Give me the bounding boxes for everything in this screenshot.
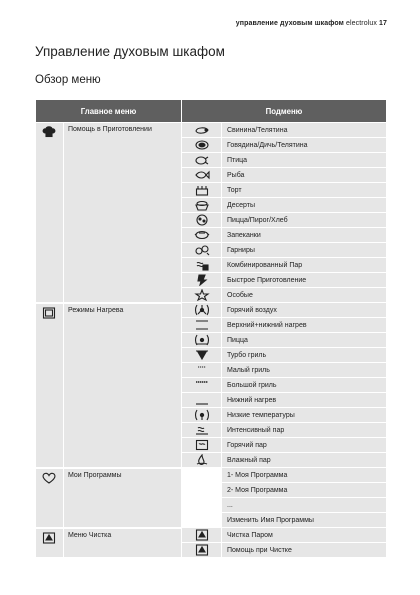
cake-icon	[182, 184, 221, 196]
submenu-label: ...	[222, 498, 387, 513]
submenu-label: Быстрое Приготовление	[222, 273, 387, 288]
main-menu-label: Мои Программы	[64, 468, 182, 528]
submenu-icon-cell	[182, 363, 222, 378]
submenu-icon-cell	[182, 138, 222, 153]
submenu-icon-cell	[182, 453, 222, 468]
submenu-label: Запеканки	[222, 228, 387, 243]
submenu-icon-cell	[182, 393, 222, 408]
submenu-label: Особые	[222, 288, 387, 303]
oven-icon	[41, 307, 57, 319]
submenu-label: Большой гриль	[222, 378, 387, 393]
header-title: управление духовым шкафом	[235, 20, 344, 27]
submenu-icon-cell	[182, 153, 222, 168]
submenu-label: Комбинированный Пар	[222, 258, 387, 273]
submenu-label: Помощь при Чистке	[222, 543, 387, 558]
submenu-label: Рыба	[222, 168, 387, 183]
pizza-icon	[182, 214, 221, 226]
dessert-icon	[182, 199, 221, 211]
submenu-icon-cell	[182, 183, 222, 198]
casserole-icon	[182, 229, 221, 241]
submenu-label: Нижний нагрев	[222, 393, 387, 408]
submenu-icon-cell	[182, 378, 222, 393]
main-menu-label: Помощь в Приготовлении	[64, 123, 182, 303]
table-row	[36, 468, 387, 483]
submenu-icon-cell	[182, 543, 222, 558]
submenu-label: Изменить Имя Программы	[222, 513, 387, 528]
table-row	[36, 303, 387, 318]
hot-air-icon	[182, 304, 221, 316]
submenu-label: Чистка Паром	[222, 528, 387, 543]
side-dish-icon	[182, 244, 221, 256]
submenu-label: Птица	[222, 153, 387, 168]
section-title: Обзор меню	[35, 74, 101, 86]
page-header	[236, 20, 387, 27]
main-menu-label: Режимы Нагрева	[64, 303, 182, 468]
menu-overview-table	[35, 99, 387, 559]
steam-clean-icon	[182, 529, 221, 541]
main-menu-icon-cell	[36, 468, 64, 528]
submenu-icon-cell	[182, 273, 222, 288]
submenu-label: Влажный пар	[222, 453, 387, 468]
submenu-label: Верхний+нижний нагрев	[222, 318, 387, 333]
submenu-icon-cell	[182, 468, 222, 483]
fish-icon	[182, 169, 221, 181]
submenu-icon-cell	[182, 228, 222, 243]
submenu-icon-cell	[182, 288, 222, 303]
beef-icon	[182, 139, 221, 151]
submenu-icon-cell	[182, 303, 222, 318]
turbo-grill-icon	[182, 349, 221, 361]
submenu-icon-cell	[182, 318, 222, 333]
submenu-label: Торт	[222, 183, 387, 198]
pizza-mode-icon	[182, 334, 221, 346]
submenu-icon-cell	[182, 168, 222, 183]
submenu-icon-cell	[182, 198, 222, 213]
submenu-label: Интенсивный пар	[222, 423, 387, 438]
submenu-label: Горячий воздух	[222, 303, 387, 318]
moist-steam-icon	[182, 454, 221, 466]
chef-hat-icon	[41, 126, 57, 138]
hot-steam-icon	[182, 439, 221, 451]
main-menu-icon-cell	[36, 528, 64, 558]
submenu-label: Гарниры	[222, 243, 387, 258]
submenu-label: Пицца/Пирог/Хлеб	[222, 213, 387, 228]
cleaning-icon	[41, 532, 57, 544]
submenu-icon-cell	[182, 498, 222, 513]
quick-cook-icon	[182, 274, 221, 286]
submenu-icon-cell	[182, 333, 222, 348]
table-row	[36, 528, 387, 543]
submenu-icon-cell	[182, 213, 222, 228]
submenu-label: Говядина/Дичь/Телятина	[222, 138, 387, 153]
submenu-label: Свинина/Телятина	[222, 123, 387, 138]
small-grill-icon	[182, 364, 221, 376]
heart-icon	[41, 472, 57, 484]
submenu-icon-cell	[182, 243, 222, 258]
col-header-main-menu: Главное меню	[36, 100, 182, 123]
submenu-label: 2- Моя Программа	[222, 483, 387, 498]
submenu-label: Горячий пар	[222, 438, 387, 453]
submenu-label: 1- Моя Программа	[222, 468, 387, 483]
submenu-label: Десерты	[222, 198, 387, 213]
submenu-label: Малый гриль	[222, 363, 387, 378]
table-row	[36, 123, 387, 138]
submenu-icon-cell	[182, 528, 222, 543]
pork-icon	[182, 124, 221, 136]
submenu-icon-cell	[182, 123, 222, 138]
submenu-icon-cell	[182, 258, 222, 273]
submenu-icon-cell	[182, 348, 222, 363]
submenu-icon-cell	[182, 408, 222, 423]
submenu-icon-cell	[182, 423, 222, 438]
header-brand: electrolux	[345, 20, 377, 27]
combi-steam-icon	[182, 259, 221, 271]
submenu-icon-cell	[182, 483, 222, 498]
poultry-icon	[182, 154, 221, 166]
low-temp-icon	[182, 409, 221, 421]
main-menu-label: Меню Чистка	[64, 528, 182, 558]
submenu-icon-cell	[182, 513, 222, 528]
cleaning-help-icon	[182, 544, 221, 556]
bottom-heat-icon	[182, 394, 221, 406]
main-menu-icon-cell	[36, 123, 64, 303]
submenu-label: Турбо гриль	[222, 348, 387, 363]
intensive-steam-icon	[182, 424, 221, 436]
page-number: 17	[379, 20, 387, 27]
page-title: Управление духовым шкафом	[35, 44, 225, 59]
top-bottom-heat-icon	[182, 319, 221, 331]
main-menu-icon-cell	[36, 303, 64, 468]
submenu-icon-cell	[182, 438, 222, 453]
special-icon	[182, 289, 221, 301]
submenu-label: Низкие температуры	[222, 408, 387, 423]
large-grill-icon	[182, 379, 221, 391]
submenu-label: Пицца	[222, 333, 387, 348]
col-header-submenu: Подменю	[182, 100, 387, 123]
